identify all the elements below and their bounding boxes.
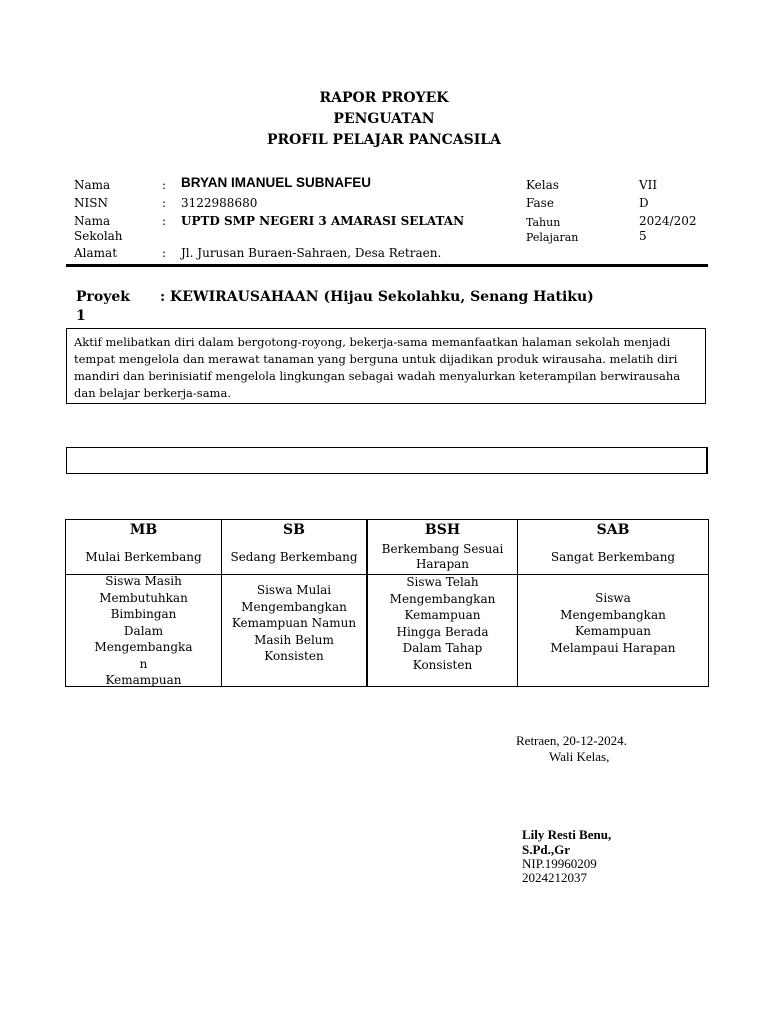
scale-desc-line: Dalam Tahap xyxy=(402,641,483,655)
signature-name-line-2: S.Pd.,Gr xyxy=(522,842,571,857)
scale-desc-line: Bimbingan xyxy=(110,607,177,621)
scale-desc-line: Masih Belum xyxy=(254,632,334,647)
project-description xyxy=(66,328,706,404)
project-label-line-2: 1 xyxy=(76,308,86,324)
scale-desc-line: Kemampuan xyxy=(105,673,182,687)
scale-desc-sb xyxy=(222,582,366,665)
scale-desc-sab xyxy=(518,590,708,656)
tahun-label-line-1: Tahun xyxy=(526,216,561,229)
project-title: : KEWIRAUSAHAAN (Hijau Sekolahku, Senang Hatiku) xyxy=(160,289,594,305)
scale-desc-line: Kemampuan Namun xyxy=(231,616,357,630)
scale-desc-line: n xyxy=(139,656,148,671)
scale-desc-bsh xyxy=(368,574,517,673)
description-line: mandiri dan berinisiatif mengelola lingkungan sebagai wadah menyalurkan keterampilan berwirausaha xyxy=(74,369,681,383)
kelas-value: VII xyxy=(639,178,658,192)
report-title-line-3: PROFIL PELAJAR PANCASILA xyxy=(266,132,501,148)
scale-desc-line: Siswa Telah xyxy=(406,575,479,589)
nama-value: BRYAN IMANUEL SUBNAFEU xyxy=(181,175,372,190)
tahun-value-line-1: 2024/202 xyxy=(639,214,697,228)
scale-name-line: Sedang Berkembang xyxy=(230,550,358,564)
fase-label: Fase xyxy=(526,196,554,210)
scale-desc-line: Mengembangka xyxy=(94,640,193,654)
kelas-label: Kelas xyxy=(526,178,559,192)
nisn-separator: : xyxy=(162,196,167,210)
sekolah-separator: : xyxy=(162,214,167,228)
scale-desc-line: Konsisten xyxy=(264,649,324,663)
report-title-line-1: RAPOR PROYEK xyxy=(319,90,449,106)
scale-desc-line: Siswa Masih xyxy=(105,574,182,588)
assessment-scale-table xyxy=(65,519,709,687)
scale-name-sb xyxy=(222,550,366,565)
scale-code-bsh: BSH xyxy=(424,522,461,538)
scale-name-line: Berkembang Sesuai xyxy=(381,542,504,556)
nisn-value: 3122988680 xyxy=(181,196,258,210)
signature-nip-line-1: NIP.19960209 xyxy=(522,856,597,871)
alamat-value: Jl. Jurusan Buraen-Sahraen, Desa Retraen. xyxy=(181,246,442,260)
scale-desc-line: Mengembangkan xyxy=(560,607,666,622)
scale-name-mb xyxy=(66,550,221,565)
sekolah-label-line-2: Sekolah xyxy=(74,229,123,243)
scale-code-sb: SB xyxy=(283,522,305,538)
scale-code-sab: SAB xyxy=(596,522,630,538)
signature-place-date: Retraen, 20-12-2024. xyxy=(516,733,627,748)
tahun-value-line-2: 5 xyxy=(639,229,647,243)
scale-desc-line: Melampaui Harapan xyxy=(550,640,676,655)
description-line: Aktif melibatkan diri dalam bergotong-royong, bekerja-sama memanfaatkan halaman sekolah menjadi xyxy=(74,335,671,349)
empty-box xyxy=(66,447,708,474)
scale-name-line: Harapan xyxy=(415,557,470,571)
scale-name-sab xyxy=(518,550,708,565)
scale-desc-line: Siswa xyxy=(595,591,631,605)
scale-desc-line: Konsisten xyxy=(412,657,473,672)
scale-desc-line: Mengembangkan xyxy=(389,591,496,606)
signature-nip-line-2: 2024212037 xyxy=(522,870,587,885)
scale-code-mb: MB xyxy=(129,522,158,538)
sekolah-label-line-1: Nama xyxy=(74,214,111,228)
scale-desc-line: Kemampuan xyxy=(404,608,481,622)
scale-name-bsh xyxy=(368,542,517,572)
scale-desc-line: Hingga Berada xyxy=(396,624,489,639)
header-divider xyxy=(66,264,708,267)
scale-desc-line: Mengembangkan xyxy=(241,599,347,614)
nama-separator: : xyxy=(162,178,167,192)
signature-role: Wali Kelas, xyxy=(549,749,610,764)
report-title-line-2: PENGUATAN xyxy=(333,111,435,127)
sekolah-value: UPTD SMP NEGERI 3 AMARASI SELATAN xyxy=(181,214,465,228)
scale-desc-line: Dalam xyxy=(123,623,164,638)
scale-desc-line: Kemampuan xyxy=(575,624,651,638)
description-line: dan belajar berkerja-sama. xyxy=(74,386,231,400)
scale-name-line: Mulai Berkembang xyxy=(85,550,202,564)
nama-label: Nama xyxy=(74,178,111,192)
scale-name-line: Sangat Berkembang xyxy=(550,550,676,564)
scale-desc-line: Siswa Mulai xyxy=(256,583,332,597)
project-label-line-1: Proyek xyxy=(76,289,130,305)
nisn-label: NISN xyxy=(74,196,108,210)
description-line: tempat mengelola dan merawat tanaman yang berguna untuk dijadikan produk wirausaha. melatih diri xyxy=(74,352,678,366)
alamat-separator: : xyxy=(162,246,167,260)
tahun-label-line-2: Pelajaran xyxy=(526,231,579,244)
scale-desc-line: Membutuhkan xyxy=(99,590,188,605)
fase-value: D xyxy=(639,196,649,210)
alamat-label: Alamat xyxy=(74,246,118,260)
signature-name-line-1: Lily Resti Benu, xyxy=(522,827,612,842)
scale-desc-mb xyxy=(66,573,221,689)
